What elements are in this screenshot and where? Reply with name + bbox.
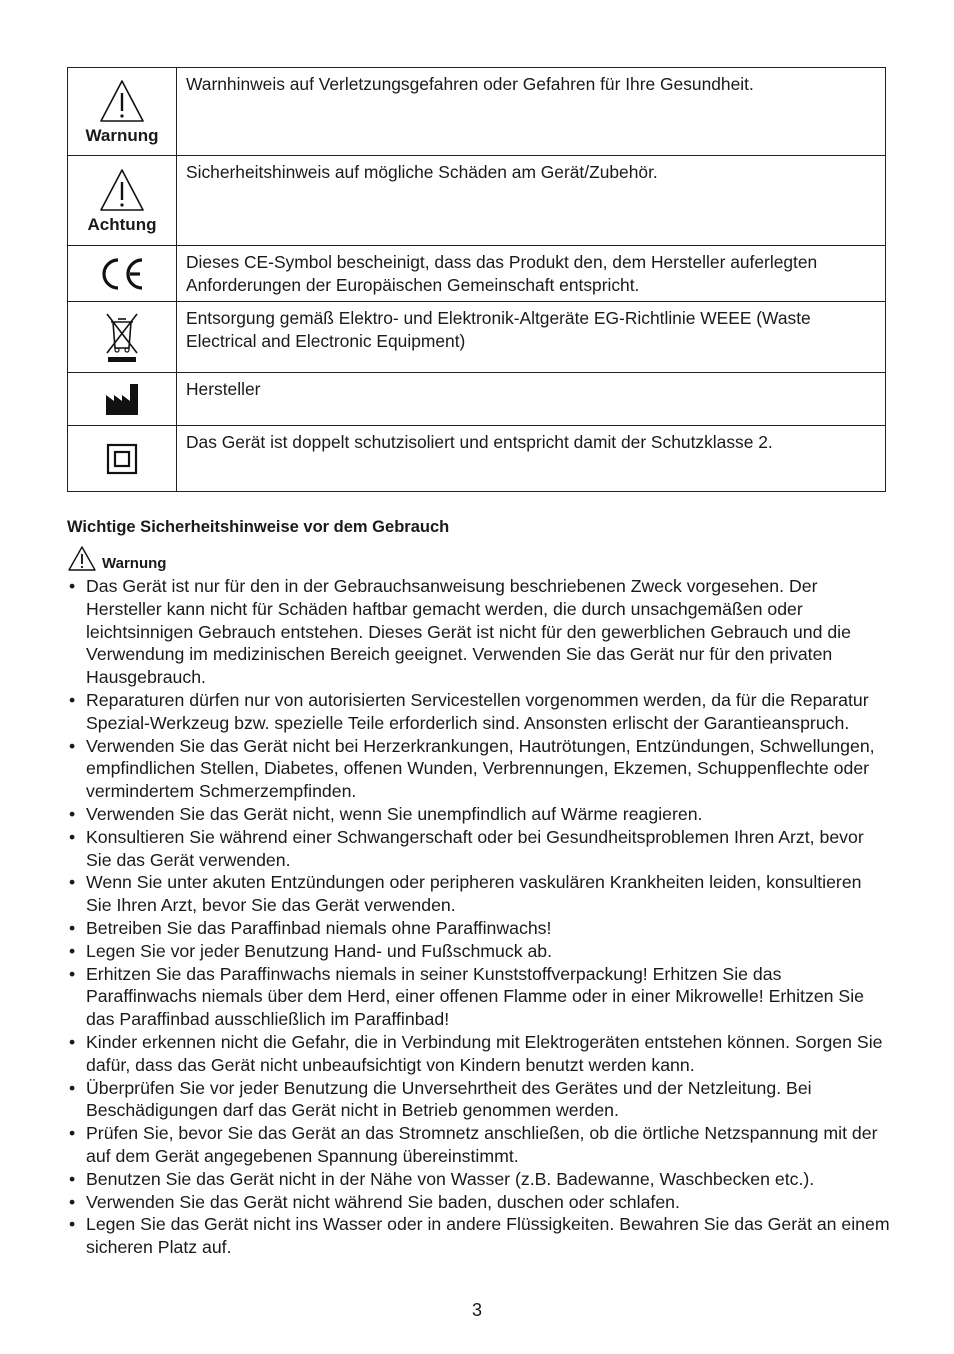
symbol-row-weee — [68, 302, 886, 373]
bullet-text: Konsultieren Sie während einer Schwangerschaft oder bei Gesundheitsproblemen Ihren Arzt, bevor Sie das Gerät verwenden. — [86, 826, 864, 870]
weee-bin-icon — [102, 310, 142, 364]
list-item — [67, 1031, 891, 1077]
warning-triangle-icon — [98, 167, 146, 213]
bullet-text: Verwenden Sie das Gerät nicht während Sie baden, duschen oder schlafen. — [86, 1191, 680, 1212]
bullet-text: Legen Sie vor jeder Benutzung Hand- und Fußschmuck ab. — [86, 940, 553, 961]
list-item — [67, 1122, 891, 1168]
list-item — [67, 689, 891, 735]
list-item — [67, 735, 891, 803]
bullet-marker: • — [69, 940, 76, 961]
list-item — [67, 1213, 891, 1259]
ce-mark-icon — [96, 255, 148, 293]
symbol-table — [67, 67, 886, 492]
list-item — [67, 803, 891, 826]
list-item — [67, 917, 891, 940]
bullet-text: Wenn Sie unter akuten Entzündungen oder peripheren vaskulären Krankheiten leiden, konsultieren Sie Ihren Arzt, bevor Sie das Gerät verwenden. — [86, 872, 862, 916]
symbol-description: Entsorgung gemäß Elektro- und Elektronik-Altgeräte EG-Richtlinie WEEE (Waste Electrical and Electronic Equipment) — [177, 302, 886, 373]
symbol-cell — [68, 373, 177, 426]
list-item — [67, 963, 891, 1031]
list-item — [67, 1077, 891, 1123]
symbol-cell — [68, 68, 177, 156]
symbol-description: Sicherheitshinweis auf mögliche Schäden am Gerät/Zubehör. — [177, 156, 886, 246]
symbol-row-achtung — [68, 156, 886, 246]
symbol-description: Das Gerät ist doppelt schutzisoliert und entspricht damit der Schutzklasse 2. — [177, 426, 886, 492]
bullet-marker: • — [69, 917, 76, 938]
list-item — [67, 871, 891, 917]
bullet-marker: • — [69, 963, 76, 984]
symbol-description: Hersteller — [177, 373, 886, 426]
symbol-row-hersteller — [68, 373, 886, 426]
symbol-cell — [68, 156, 177, 246]
bullet-marker: • — [69, 1168, 76, 1189]
list-item — [67, 1191, 891, 1214]
section-title: Wichtige Sicherheitshinweise vor dem Gebrauch — [67, 518, 450, 536]
symbol-cell — [68, 246, 177, 302]
symbol-description: Warnhinweis auf Verletzungsgefahren oder Gefahren für Ihre Gesundheit. — [177, 68, 886, 156]
bullet-text: Reparaturen dürfen nur von autorisierten Servicestellen vorgenommen werden, da für die Reparatur Spezial-Werkzeug bzw. spezielle Teile erforderlich sind. Ansonsten erlischt der Garantieanspruch. — [86, 689, 869, 733]
warning-label: Warnung — [102, 555, 167, 572]
protection-class-2-icon — [106, 443, 138, 475]
bullet-text: Kinder erkennen nicht die Gefahr, die in Verbindung mit Elektrogeräten entstehen können. Sorgen Sie dafür, dass das Gerät nicht unbeaufsichtigt von Kindern benutzt werden kann. — [86, 1031, 883, 1075]
page-number: 3 — [471, 1300, 482, 1320]
list-item — [67, 940, 891, 963]
bullet-marker: • — [69, 576, 76, 596]
symbol-description: Dieses CE-Symbol bescheinigt, dass das Produkt den, dem Hersteller auferlegten Anforderungen der Europäischen Gemeinschaft entspricht. — [177, 246, 886, 302]
bullet-marker: • — [69, 1214, 76, 1235]
bullet-text: Legen Sie das Gerät nicht ins Wasser oder in andere Flüssigkeiten. Bewahren Sie das Gerät an einem sicheren Platz auf. — [86, 1214, 890, 1258]
symbol-row-ce — [68, 246, 886, 302]
symbol-label: Warnung — [85, 125, 159, 145]
bullet-marker: • — [69, 1123, 76, 1144]
symbol-row-warnung — [68, 68, 886, 156]
bullet-text: Verwenden Sie das Gerät nicht bei Herzerkrankungen, Hautrötungen, Entzündungen, Schwellungen, empfindlichen Stellen, Diabetes, offenen Wunden, Verbrennungen, Ekzemen, Schuppenflechte oder vermindertem Schmerzempfinden. — [86, 735, 875, 802]
bullet-marker: • — [69, 1077, 76, 1098]
bullet-marker: • — [69, 1031, 76, 1052]
bullet-text: Überprüfen Sie vor jeder Benutzung die Unversehrtheit des Gerätes und der Netzleitung. Bei Beschädigungen darf das Gerät nicht in Betrieb genommen werden. — [86, 1077, 812, 1121]
bullet-marker: • — [69, 735, 76, 756]
symbol-cell — [68, 302, 177, 373]
bullet-marker: • — [69, 1191, 76, 1212]
bullet-marker: • — [69, 826, 76, 847]
list-item — [67, 1168, 891, 1191]
bullet-marker: • — [69, 872, 76, 893]
bullet-marker: • — [69, 689, 76, 710]
symbol-row-schutzklasse — [68, 426, 886, 492]
list-item — [67, 575, 891, 689]
bullet-marker: • — [69, 803, 76, 824]
bullet-text: Betreiben Sie das Paraffinbad niemals ohne Paraffinwachs! — [86, 917, 552, 938]
warning-triangle-icon — [98, 78, 146, 124]
manufacturer-icon — [104, 381, 140, 417]
bullet-text: Benutzen Sie das Gerät nicht in der Nähe von Wasser (z.B. Badewanne, Waschbecken etc.). — [86, 1168, 815, 1189]
list-item — [67, 826, 891, 872]
bullet-text: Das Gerät ist nur für den in der Gebrauchsanweisung beschriebenen Zweck vorgesehen. Der Hersteller kann nicht für Schäden haftbar gemacht werden, die durch unsachgemäßen oder leichtsinnigen Gebrauch entstehen. Dieses Gerät ist nicht für den gewerblichen Gebrauch und die Verwendung im medizinischen Bereich geeignet. Verwenden Sie das Gerät nur für den privaten Hausgebrauch. — [86, 576, 851, 688]
bullet-text: Verwenden Sie das Gerät nicht, wenn Sie unempfindlich auf Wärme reagieren. — [86, 803, 703, 824]
symbol-cell — [68, 426, 177, 492]
warning-triangle-icon — [67, 545, 97, 572]
bullet-text: Erhitzen Sie das Paraffinwachs niemals in seiner Kunststoffverpackung! Erhitzen Sie das Paraffinwachs niemals über dem Herd, einer offenen Flamme oder in einer Mikrowelle! Erhitzen Sie das Paraffinbad ausschließlich im Paraffinbad! — [86, 963, 864, 1030]
bullet-text: Prüfen Sie, bevor Sie das Gerät an das Stromnetz anschließen, ob die örtliche Netzspannung mit der auf dem Gerät angegebenen Spannung übereinstimmt. — [86, 1123, 878, 1166]
warning-heading — [67, 545, 166, 572]
symbol-label: Achtung — [87, 214, 157, 234]
safety-bullet-list — [67, 575, 891, 1259]
